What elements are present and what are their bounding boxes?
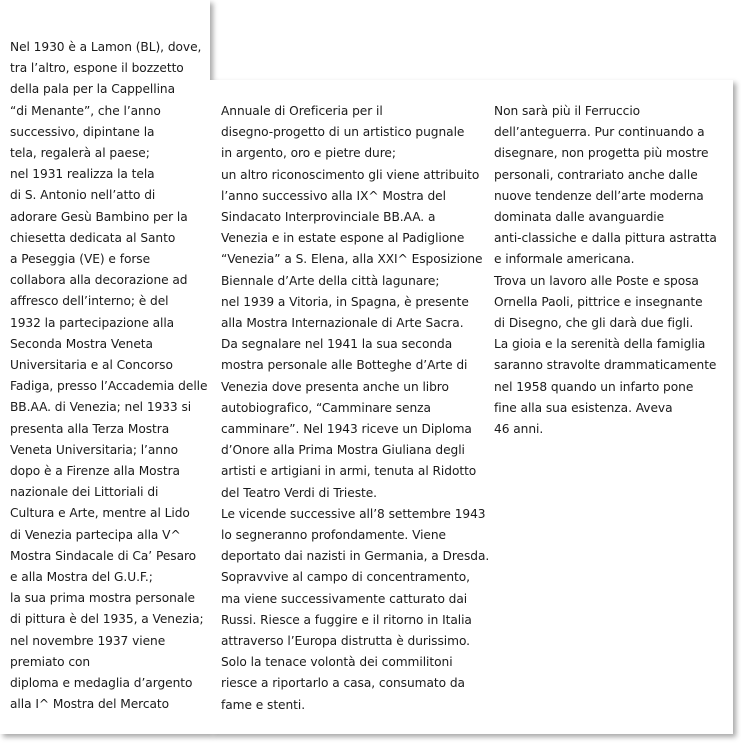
text-line: l’anno successivo alla IX^ Mostra del: [221, 188, 446, 203]
text-line: anti-classiche e dalla pittura astratta: [494, 231, 717, 246]
text-line: BB.AA. di Venezia; nel 1933 si: [10, 400, 192, 415]
text-line: La gioia e la serenità della famiglia: [494, 337, 706, 352]
text-line: tra l’altro, espone il bozzetto: [10, 61, 184, 76]
text-line: dell’anteguerra. Pur continuando a: [494, 125, 705, 140]
text-line: disegnare, non progetta più mostre: [494, 146, 709, 161]
text-line: tela, regalerà al paese;: [10, 146, 150, 161]
text-line: nuove tendenze dell’arte moderna: [494, 188, 704, 203]
text-line: Nel 1930 è a Lamon (BL), dove,: [10, 40, 202, 54]
text-line: 46 anni.: [494, 422, 544, 437]
text-line: Non sarà più il Ferruccio: [494, 104, 641, 118]
text-line: Cultura e Arte, mentre al Lido: [10, 506, 190, 521]
text-line: presenta alla Terza Mostra: [10, 421, 170, 436]
text-line: e alla Mostra del G.U.F.;: [10, 570, 153, 585]
text-line: a Peseggia (VE) e forse: [10, 252, 151, 267]
text-line: dopo è a Firenze alla Mostra: [10, 464, 180, 479]
text-line: Seconda Mostra Veneta: [10, 336, 153, 351]
text-line: artisti e artigiani in armi, tenuta al Ridotto: [221, 464, 477, 479]
text-line: fine alla sua esistenza. Aveva: [494, 400, 673, 415]
text-line: Venezia dove presenta anche un libro: [221, 379, 449, 394]
text-line: alla I^ Mostra del Mercato: [10, 697, 170, 712]
text-line: “di Menante”, che l’anno: [10, 103, 161, 118]
text-line: chiesetta dedicata al Santo: [10, 230, 176, 245]
text-line: Biennale d’Arte della città lagunare;: [221, 273, 440, 288]
text-line: Venezia e in estate espone al Padiglione: [221, 231, 465, 246]
text-line: Sopravvive al campo di concentramento,: [221, 570, 471, 585]
text-line: disegno-progetto di un artistico pugnale: [221, 125, 465, 140]
text-line: Russi. Riesce a fuggire e il ritorno in Italia: [221, 612, 472, 627]
text-line: deportato dai nazisti in Germania, a Dresda.: [221, 549, 490, 564]
text-line: camminare”. Nel 1943 riceve un Diploma: [221, 422, 472, 437]
text-column-3: [494, 101, 717, 440]
text-line: del Teatro Verdi di Trieste.: [221, 485, 378, 500]
text-line: Universitaria e al Concorso: [10, 358, 173, 373]
text-line: nazionale dei Littoriali di: [10, 485, 159, 500]
text-line: Mostra Sindacale di Ca’ Pesaro: [10, 548, 197, 563]
text-line: personali, contrariato anche dalle: [494, 167, 698, 182]
text-line: Fadiga, presso l’Accademia delle: [10, 379, 208, 394]
text-line: di Venezia partecipa alla V^: [10, 527, 181, 542]
text-line: lo segneranno profondamente. Viene: [221, 528, 446, 543]
text-line: adorare Gesù Bambino per la: [10, 209, 188, 224]
text-line: saranno stravolte drammaticamente: [494, 358, 717, 373]
text-line: di S. Antonio nell’atto di: [10, 188, 156, 203]
text-line: “Venezia” a S. Elena, alla XXI^ Esposizione: [221, 252, 483, 267]
text-line: fame e stenti.: [221, 697, 306, 712]
text-column-2: [221, 101, 489, 716]
text-line: successivo, dipintane la: [10, 124, 155, 139]
text-line: Le vicende successive all’8 settembre 1943: [221, 506, 486, 521]
text-line: Solo la tenace volontà dei commilitoni: [221, 655, 453, 670]
text-line: affresco dell’interno; è del: [10, 294, 169, 309]
text-line: nel 1939 a Vitoria, in Spagna, è presente: [221, 294, 469, 309]
text-line: nel 1958 quando un infarto pone: [494, 379, 694, 394]
text-line: diploma e medaglia d’argento: [10, 676, 193, 691]
text-line: di Disegno, che gli darà due figli.: [494, 316, 694, 331]
text-column-1: [10, 37, 207, 716]
text-line: della pala per la Cappellina: [10, 82, 176, 97]
text-line: mostra personale alle Botteghe d’Arte di: [221, 358, 468, 373]
text-line: alla Mostra Internazionale di Arte Sacra.: [221, 316, 464, 331]
text-line: in argento, oro e pietre dure;: [221, 146, 396, 161]
text-line: Veneta Universitaria; l’anno: [10, 442, 179, 457]
text-line: di pittura è del 1935, a Venezia;: [10, 612, 204, 627]
text-line: attraverso l’Europa distrutta è durissimo.: [221, 634, 470, 649]
text-line: autobiografico, “Camminare senza: [221, 400, 431, 415]
text-line: nel 1931 realizza la tela: [10, 167, 155, 182]
text-line: riesce a riportarlo a casa, consumato da: [221, 676, 465, 691]
text-line: Trova un lavoro alle Poste e sposa: [494, 273, 699, 288]
text-line: premiato con: [10, 654, 91, 669]
text-line: nel novembre 1937 viene: [10, 633, 166, 648]
text-line: dominata dalle avanguardie: [494, 210, 665, 225]
text-line: 1932 la partecipazione alla: [10, 315, 175, 330]
text-line: Annuale di Oreficeria per il: [221, 104, 383, 118]
text-line: Da segnalare nel 1941 la sua seconda: [221, 337, 453, 352]
text-line: e informale americana.: [494, 252, 635, 267]
text-line: collabora alla decorazione ad: [10, 273, 188, 288]
text-line: un altro riconoscimento gli viene attribuito: [221, 167, 480, 182]
text-line: d’Onore alla Prima Mostra Giuliana degli: [221, 443, 465, 458]
text-line: la sua prima mostra personale: [10, 591, 195, 606]
text-line: ma viene successivamente catturato dai: [221, 591, 468, 606]
text-line: Sindacato Interprovinciale BB.AA. a: [221, 210, 436, 225]
text-line: Ornella Paoli, pittrice e insegnante: [494, 294, 703, 309]
